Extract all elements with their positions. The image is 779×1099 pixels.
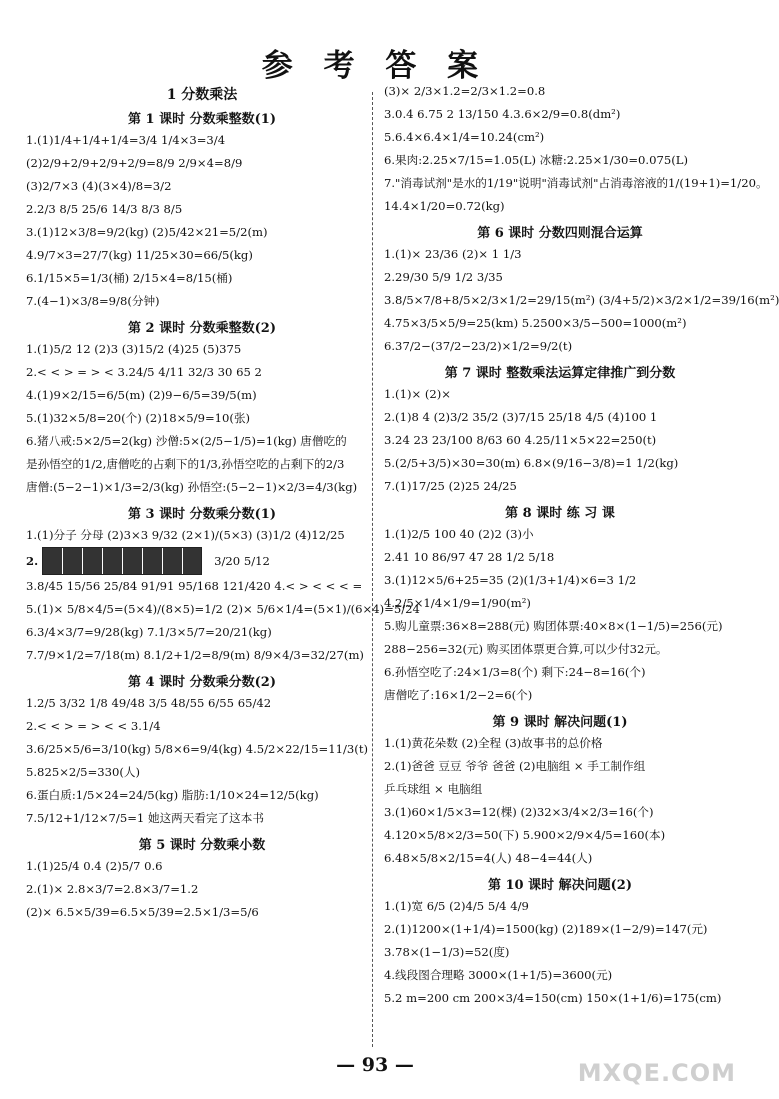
- answer-line: 1.(1)2/5 100 40 (2)2 (3)小: [384, 527, 534, 541]
- answer-line: 3.6/25×5/6=3/10(kg) 5/8×6=9/4(kg) 4.5/2×22/15=11/3(t): [26, 742, 368, 756]
- answer-line: 7."消毒试剂"是水的1/19"说明"消毒试剂"占消毒溶液的1/(19+1)=1/20。: [384, 176, 768, 190]
- answer-line: 3.(1)12×5/6+25=35 (2)(1/3+1/4)×6=3 1/2: [384, 573, 637, 587]
- answer-line: 6.蛋白质:1/5×24=24/5(kg) 脂肪:1/10×24=12/5(kg): [26, 788, 319, 802]
- answer-line: 1.(1)25/4 0.4 (2)5/7 0.6: [26, 859, 163, 873]
- answer-line: 2.< < > = > < 3.24/5 4/11 32/3 30 65 2: [26, 365, 262, 379]
- answer-line: (3)2/7×3 (4)(3×4)/8=3/2: [26, 179, 172, 193]
- answer-line: 5.825×2/5=330(人): [26, 765, 141, 779]
- answer-line: 6.48×5/8×2/15=4(人) 48−4=44(人): [384, 851, 593, 865]
- answer-line: 3.78×(1−1/3)=52(度): [384, 945, 510, 959]
- answer-line: 2.41 10 86/97 47 28 1/2 5/18: [384, 550, 555, 564]
- answer-line: 7.7/9×1/2=7/18(m) 8.1/2+1/2=8/9(m) 8/9×4/3=32/27(m): [26, 648, 364, 662]
- section-title: 第 2 课时 分数乘整数(2): [128, 321, 276, 336]
- answer-line: 1.(1)1/4+1/4+1/4=3/4 1/4×3=3/4: [26, 133, 226, 147]
- answer-line: 唐僧吃了:16×1/2−2=6(个): [384, 688, 533, 702]
- answer-line: 4.75×3/5×5/9=25(km) 5.2500×3/5−500=1000(m²): [384, 316, 687, 330]
- answer-line: 4.120×5/8×2/3=50(下) 5.900×2/9×4/5=160(本): [384, 828, 666, 842]
- watermark-logo: MXQE.COM: [577, 1059, 736, 1087]
- answer-line: 2. 3/20 5/12: [26, 547, 378, 575]
- page-title: 参 考 答 案: [261, 48, 489, 84]
- answer-line: 7.(1)17/25 (2)25 24/25: [384, 479, 517, 493]
- chapter-title: 1 分数乘法: [166, 87, 238, 103]
- answer-line: 1.(1)分子 分母 (2)3×3 9/32 (2×1)/(5×3) (3)1/2 (4)12/25: [26, 528, 345, 542]
- answer-line: 5.(1)× 5/8×4/5=(5×4)/(8×5)=1/2 (2)× 5/6×1/4=(5×1)/(6×4)=5/24: [26, 602, 420, 616]
- page-number: — 93 —: [336, 1054, 414, 1076]
- answer-line: 4.9/7×3=27/7(kg) 11/25×30=66/5(kg): [26, 248, 253, 262]
- answer-text: 3/20 5/12: [214, 553, 270, 568]
- answer-line: 2.(1)8 4 (2)3/2 35/2 (3)7/15 25/18 4/5 (4)100 1: [384, 410, 658, 424]
- answer-line: 4.线段图合理略 3000×(1+1/5)=3600(元): [384, 968, 613, 982]
- answer-line: 1.(1)5/2 12 (2)3 (3)15/2 (4)25 (5)375: [26, 342, 242, 356]
- section-title: 第 5 课时 分数乘小数: [138, 838, 266, 853]
- answer-line: 5.购儿童票:36×8=288(元) 购团体票:40×8×(1−1/5)=256(元): [384, 619, 723, 633]
- answer-line: 288−256=32(元) 购买团体票更合算,可以少付32元。: [384, 642, 668, 656]
- answer-line: 1.(1)黄花朵数 (2)全程 (3)故事书的总价格: [384, 736, 603, 750]
- answer-line: 唐僧:(5−2−1)×1/3=2/3(kg) 孙悟空:(5−2−1)×2/3=4/3(kg): [26, 480, 358, 494]
- answer-line: 7.5/12+1/12×7/5=1 她这两天看完了这本书: [26, 811, 264, 825]
- answer-line: 3.24 23 23/100 8/63 60 4.25/11×5×22=250(t): [384, 433, 657, 447]
- answer-line: 2.< < > = > < < 3.1/4: [26, 719, 161, 733]
- answer-line: 1.(1)宽 6/5 (2)4/5 5/4 4/9: [384, 899, 529, 913]
- section-title: 第 7 课时 整数乘法运算定律推广到分数: [444, 366, 676, 381]
- answer-line: 5.(1)32×5/8=20(个) (2)18×5/9=10(张): [26, 411, 251, 425]
- answer-line: 2.(1)爸爸 豆豆 爷爷 爸爸 (2)电脑组 × 手工制作组: [384, 759, 646, 773]
- answer-line: 7.(4−1)×3/8=9/8(分钟): [26, 294, 160, 308]
- answer-line: 1.(1)× (2)×: [384, 387, 452, 401]
- answer-line: 3.8/45 15/56 25/84 91/91 95/168 121/420 4.< > < < < =: [26, 579, 363, 593]
- right-column: [384, 80, 779, 1010]
- answer-line: 2.29/30 5/9 1/2 3/35: [384, 270, 503, 284]
- answer-line: 3.(1)60×1/5×3=12(棵) (2)32×3/4×2/3=16(个): [384, 805, 654, 819]
- answer-line: 14.4×1/20=0.72(kg): [384, 199, 505, 213]
- answer-line: 3.8/5×7/8+8/5×2/3×1/2=29/15(m²) (3/4+5/2)×3/2×1/2=39/16(m²): [384, 293, 779, 307]
- left-column: [26, 80, 420, 924]
- answer-line: 6.猪八戒:5×2/5=2(kg) 沙僧:5×(2/5−1/5)=1(kg) 唐僧吃的: [26, 434, 347, 448]
- answer-line: 4.2/5×1/4×1/9=1/90(m²): [384, 596, 531, 610]
- answer-line: 3.(1)12×3/8=9/2(kg) (2)5/42×21=5/2(m): [26, 225, 268, 239]
- answer-line: 6.37/2−(37/2−23/2)×1/2=9/2(t): [384, 339, 573, 353]
- answer-line: 6.1/15×5=1/3(桶) 2/15×4=8/15(桶): [26, 271, 233, 285]
- answer-line: 5.6.4×6.4×1/4=10.24(cm²): [384, 130, 545, 144]
- section-title: 第 1 课时 分数乘整数(1): [128, 112, 276, 127]
- answer-line: 2.2/3 8/5 25/6 14/3 8/3 8/5: [26, 202, 183, 216]
- answer-line: 1.2/5 3/32 1/8 49/48 3/5 48/55 6/55 65/42: [26, 696, 272, 710]
- answer-line: 5.2 m=200 cm 200×3/4=150(cm) 150×(1+1/6)=175(cm): [384, 991, 722, 1005]
- answer-line: 乒乓球组 × 电脑组: [384, 782, 483, 796]
- section-title: 第 3 课时 分数乘分数(1): [128, 507, 276, 522]
- answer-line: 6.孙悟空吃了:24×1/3=8(个) 剩下:24−8=16(个): [384, 665, 646, 679]
- answer-line: (2)× 6.5×5/39=6.5×5/39=2.5×1/3=5/6: [26, 905, 259, 919]
- answer-line: 4.(1)9×2/15=6/5(m) (2)9−6/5=39/5(m): [26, 388, 257, 402]
- answer-line: 5.(2/5+3/5)×30=30(m) 6.8×(9/16−3/8)=1 1/2(kg): [384, 456, 679, 470]
- answer-line: 2.(1)1200×(1+1/4)=1500(kg) (2)189×(1−2/9)=147(元): [384, 922, 708, 936]
- section-title: 第 10 课时 解决问题(2): [487, 878, 633, 893]
- section-title: 第 9 课时 解决问题(1): [492, 715, 628, 730]
- answer-line: 1.(1)× 23/36 (2)× 1 1/3: [384, 247, 522, 261]
- shaded-grid-figure: [42, 547, 202, 575]
- answer-line: 6.果肉:2.25×7/15=1.05(L) 冰糖:2.25×1/30=0.075(L): [384, 153, 688, 167]
- section-title: 第 6 课时 分数四则混合运算: [477, 226, 643, 241]
- answer-line: 2.(1)× 2.8×3/7=2.8×3/7=1.2: [26, 882, 199, 896]
- answer-line: 是孙悟空的1/2,唐僧吃的占剩下的1/3,孙悟空吃的占剩下的2/3: [26, 457, 345, 471]
- answer-line: 3.0.4 6.75 2 13/150 4.3.6×2/9=0.8(dm²): [384, 107, 621, 121]
- answer-line: 6.3/4×3/7=9/28(kg) 7.1/3×5/7=20/21(kg): [26, 625, 272, 639]
- answer-line: (3)× 2/3×1.2=2/3×1.2=0.8: [384, 84, 546, 98]
- section-title: 第 8 课时 练 习 课: [505, 506, 615, 521]
- section-title: 第 4 课时 分数乘分数(2): [128, 675, 276, 690]
- answer-line: (2)2/9+2/9+2/9+2/9=8/9 2/9×4=8/9: [26, 156, 243, 170]
